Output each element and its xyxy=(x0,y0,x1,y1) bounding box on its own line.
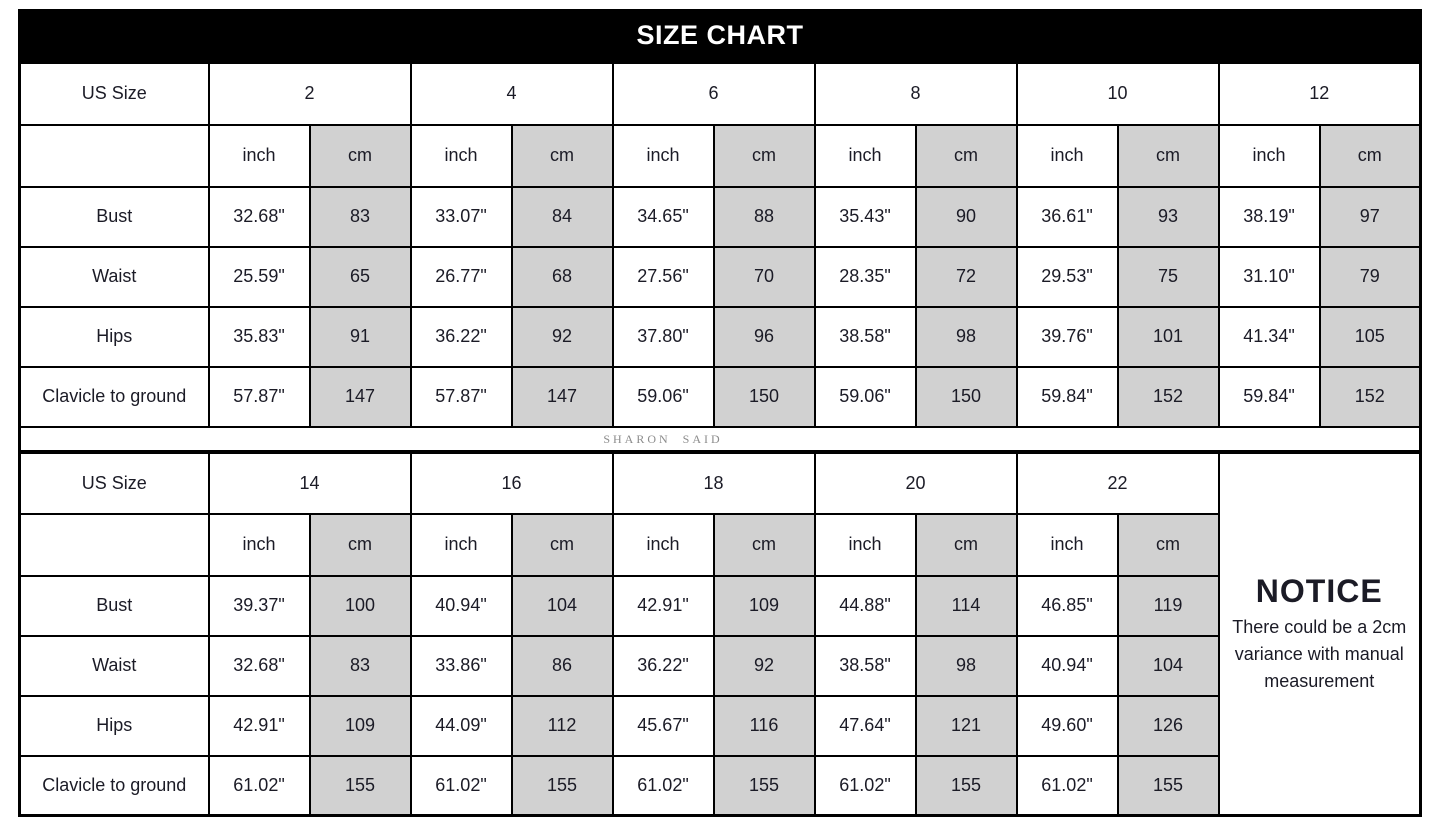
measurement-value-inch: 59.06" xyxy=(613,367,714,427)
measurement-value-cm: 86 xyxy=(512,636,613,696)
measurement-label: Bust xyxy=(20,576,209,636)
measurement-value-cm: 152 xyxy=(1320,367,1421,427)
us-size-value: 22 xyxy=(1017,452,1219,514)
table-row xyxy=(20,187,1421,247)
unit-header-inch: inch xyxy=(1219,125,1320,187)
measurement-label: Clavicle to ground xyxy=(20,367,209,427)
unit-header-inch: inch xyxy=(209,514,310,576)
measurement-value-inch: 38.58" xyxy=(815,307,916,367)
measurement-value-inch: 45.67" xyxy=(613,696,714,756)
table-row xyxy=(20,63,1421,125)
measurement-value-cm: 112 xyxy=(512,696,613,756)
table-row xyxy=(20,307,1421,367)
measurement-label: Clavicle to ground xyxy=(20,756,209,816)
measurement-label: Waist xyxy=(20,247,209,307)
measurement-value-inch: 37.80" xyxy=(613,307,714,367)
unit-header-cm: cm xyxy=(512,514,613,576)
measurement-value-cm: 109 xyxy=(310,696,411,756)
measurement-value-cm: 126 xyxy=(1118,696,1219,756)
measurement-value-inch: 61.02" xyxy=(815,756,916,816)
unit-header-inch: inch xyxy=(411,514,512,576)
measurement-value-inch: 42.91" xyxy=(209,696,310,756)
measurement-value-cm: 83 xyxy=(310,636,411,696)
brand-watermark: SHARON SAID xyxy=(603,431,723,446)
notice-panel xyxy=(1219,452,1421,816)
measurement-label: Bust xyxy=(20,187,209,247)
measurement-value-inch: 36.22" xyxy=(613,636,714,696)
measurement-value-inch: 40.94" xyxy=(411,576,512,636)
measurement-value-cm: 104 xyxy=(512,576,613,636)
measurement-value-inch: 49.60" xyxy=(1017,696,1118,756)
unit-header-cm: cm xyxy=(1118,125,1219,187)
measurement-value-cm: 65 xyxy=(310,247,411,307)
unit-header-inch: inch xyxy=(613,514,714,576)
measurement-value-cm: 105 xyxy=(1320,307,1421,367)
measurement-label: Waist xyxy=(20,636,209,696)
unit-header-inch: inch xyxy=(1017,125,1118,187)
unit-header-inch: inch xyxy=(815,125,916,187)
measurement-value-inch: 61.02" xyxy=(613,756,714,816)
measurement-value-inch: 59.84" xyxy=(1017,367,1118,427)
brand-watermark-band xyxy=(18,428,1422,450)
table-row xyxy=(20,247,1421,307)
unit-header-cm: cm xyxy=(916,125,1017,187)
size-chart-title: SIZE CHART xyxy=(636,20,804,50)
us-size-value: 10 xyxy=(1017,63,1219,125)
measurement-value-inch: 57.87" xyxy=(209,367,310,427)
measurement-value-inch: 61.02" xyxy=(1017,756,1118,816)
size-chart-table-bottom xyxy=(18,450,1422,818)
measurement-value-cm: 150 xyxy=(714,367,815,427)
table-row xyxy=(20,696,1421,756)
table-row xyxy=(20,756,1421,816)
unit-header-cm: cm xyxy=(714,125,815,187)
us-size-value: 18 xyxy=(613,452,815,514)
measurement-value-inch: 35.83" xyxy=(209,307,310,367)
measurement-value-inch: 42.91" xyxy=(613,576,714,636)
unit-header-cm: cm xyxy=(310,514,411,576)
measurement-value-cm: 93 xyxy=(1118,187,1219,247)
measurement-value-cm: 155 xyxy=(310,756,411,816)
measurement-value-inch: 33.86" xyxy=(411,636,512,696)
measurement-value-inch: 59.84" xyxy=(1219,367,1320,427)
measurement-value-cm: 100 xyxy=(310,576,411,636)
us-size-value: 14 xyxy=(209,452,411,514)
unit-header-cm: cm xyxy=(1320,125,1421,187)
measurement-value-cm: 75 xyxy=(1118,247,1219,307)
measurement-value-cm: 72 xyxy=(916,247,1017,307)
measurement-value-cm: 109 xyxy=(714,576,815,636)
measurement-value-cm: 155 xyxy=(512,756,613,816)
us-size-value: 16 xyxy=(411,452,613,514)
table-row xyxy=(20,367,1421,427)
size-chart-table-top xyxy=(18,61,1422,428)
measurement-value-cm: 101 xyxy=(1118,307,1219,367)
us-size-value: 20 xyxy=(815,452,1017,514)
measurement-value-inch: 38.58" xyxy=(815,636,916,696)
measurement-value-cm: 155 xyxy=(916,756,1017,816)
measurement-value-inch: 26.77" xyxy=(411,247,512,307)
unit-header-cm: cm xyxy=(1118,514,1219,576)
units-row-spacer xyxy=(20,514,209,576)
measurement-value-inch: 25.59" xyxy=(209,247,310,307)
measurement-value-inch: 27.56" xyxy=(613,247,714,307)
units-row-spacer xyxy=(20,125,209,187)
unit-header-cm: cm xyxy=(714,514,815,576)
size-chart-sheet xyxy=(18,9,1422,817)
measurement-value-cm: 84 xyxy=(512,187,613,247)
measurement-value-cm: 83 xyxy=(310,187,411,247)
measurement-value-inch: 61.02" xyxy=(411,756,512,816)
unit-header-inch: inch xyxy=(1017,514,1118,576)
measurement-value-cm: 147 xyxy=(512,367,613,427)
measurement-value-cm: 114 xyxy=(916,576,1017,636)
us-size-value: 4 xyxy=(411,63,613,125)
measurement-value-cm: 150 xyxy=(916,367,1017,427)
table-row xyxy=(20,636,1421,696)
measurement-label: Hips xyxy=(20,696,209,756)
measurement-value-inch: 59.06" xyxy=(815,367,916,427)
measurement-value-inch: 39.37" xyxy=(209,576,310,636)
measurement-value-cm: 79 xyxy=(1320,247,1421,307)
table-row xyxy=(20,125,1421,187)
measurement-value-inch: 44.09" xyxy=(411,696,512,756)
measurement-value-cm: 92 xyxy=(512,307,613,367)
measurement-value-cm: 155 xyxy=(714,756,815,816)
notice-title: NOTICE xyxy=(1255,572,1383,609)
unit-header-cm: cm xyxy=(512,125,613,187)
unit-header-inch: inch xyxy=(815,514,916,576)
measurement-value-inch: 31.10" xyxy=(1219,247,1320,307)
unit-header-inch: inch xyxy=(209,125,310,187)
measurement-value-cm: 70 xyxy=(714,247,815,307)
unit-header-inch: inch xyxy=(613,125,714,187)
us-size-value: 2 xyxy=(209,63,411,125)
measurement-value-cm: 98 xyxy=(916,636,1017,696)
measurement-value-inch: 34.65" xyxy=(613,187,714,247)
us-size-value: 6 xyxy=(613,63,815,125)
measurement-value-inch: 36.61" xyxy=(1017,187,1118,247)
measurement-value-cm: 147 xyxy=(310,367,411,427)
measurement-value-inch: 44.88" xyxy=(815,576,916,636)
measurement-value-inch: 29.53" xyxy=(1017,247,1118,307)
measurement-value-cm: 121 xyxy=(916,696,1017,756)
measurement-value-cm: 116 xyxy=(714,696,815,756)
measurement-value-cm: 97 xyxy=(1320,187,1421,247)
measurement-value-inch: 39.76" xyxy=(1017,307,1118,367)
measurement-value-cm: 90 xyxy=(916,187,1017,247)
measurement-value-inch: 38.19" xyxy=(1219,187,1320,247)
measurement-value-inch: 28.35" xyxy=(815,247,916,307)
measurement-value-inch: 61.02" xyxy=(209,756,310,816)
measurement-value-inch: 33.07" xyxy=(411,187,512,247)
notice-text: There could be a 2cm variance with manual measurement xyxy=(1232,616,1407,691)
measurement-value-inch: 40.94" xyxy=(1017,636,1118,696)
measurement-value-cm: 119 xyxy=(1118,576,1219,636)
us-size-value: 8 xyxy=(815,63,1017,125)
measurement-value-cm: 152 xyxy=(1118,367,1219,427)
measurement-value-cm: 155 xyxy=(1118,756,1219,816)
table-row xyxy=(20,452,1421,514)
measurement-value-inch: 32.68" xyxy=(209,636,310,696)
measurement-value-inch: 46.85" xyxy=(1017,576,1118,636)
unit-header-inch: inch xyxy=(411,125,512,187)
measurement-value-cm: 104 xyxy=(1118,636,1219,696)
measurement-value-cm: 91 xyxy=(310,307,411,367)
measurement-value-cm: 98 xyxy=(916,307,1017,367)
measurement-value-cm: 88 xyxy=(714,187,815,247)
measurement-value-cm: 96 xyxy=(714,307,815,367)
us-size-header: US Size xyxy=(20,452,209,514)
measurement-value-inch: 47.64" xyxy=(815,696,916,756)
measurement-label: Hips xyxy=(20,307,209,367)
size-chart-banner xyxy=(18,9,1422,61)
measurement-value-cm: 92 xyxy=(714,636,815,696)
measurement-value-inch: 32.68" xyxy=(209,187,310,247)
unit-header-cm: cm xyxy=(310,125,411,187)
measurement-value-inch: 57.87" xyxy=(411,367,512,427)
table-row xyxy=(20,576,1421,636)
measurement-value-inch: 41.34" xyxy=(1219,307,1320,367)
measurement-value-cm: 68 xyxy=(512,247,613,307)
unit-header-cm: cm xyxy=(916,514,1017,576)
us-size-value: 12 xyxy=(1219,63,1421,125)
measurement-value-inch: 35.43" xyxy=(815,187,916,247)
measurement-value-inch: 36.22" xyxy=(411,307,512,367)
us-size-header: US Size xyxy=(20,63,209,125)
table-row xyxy=(20,514,1421,576)
